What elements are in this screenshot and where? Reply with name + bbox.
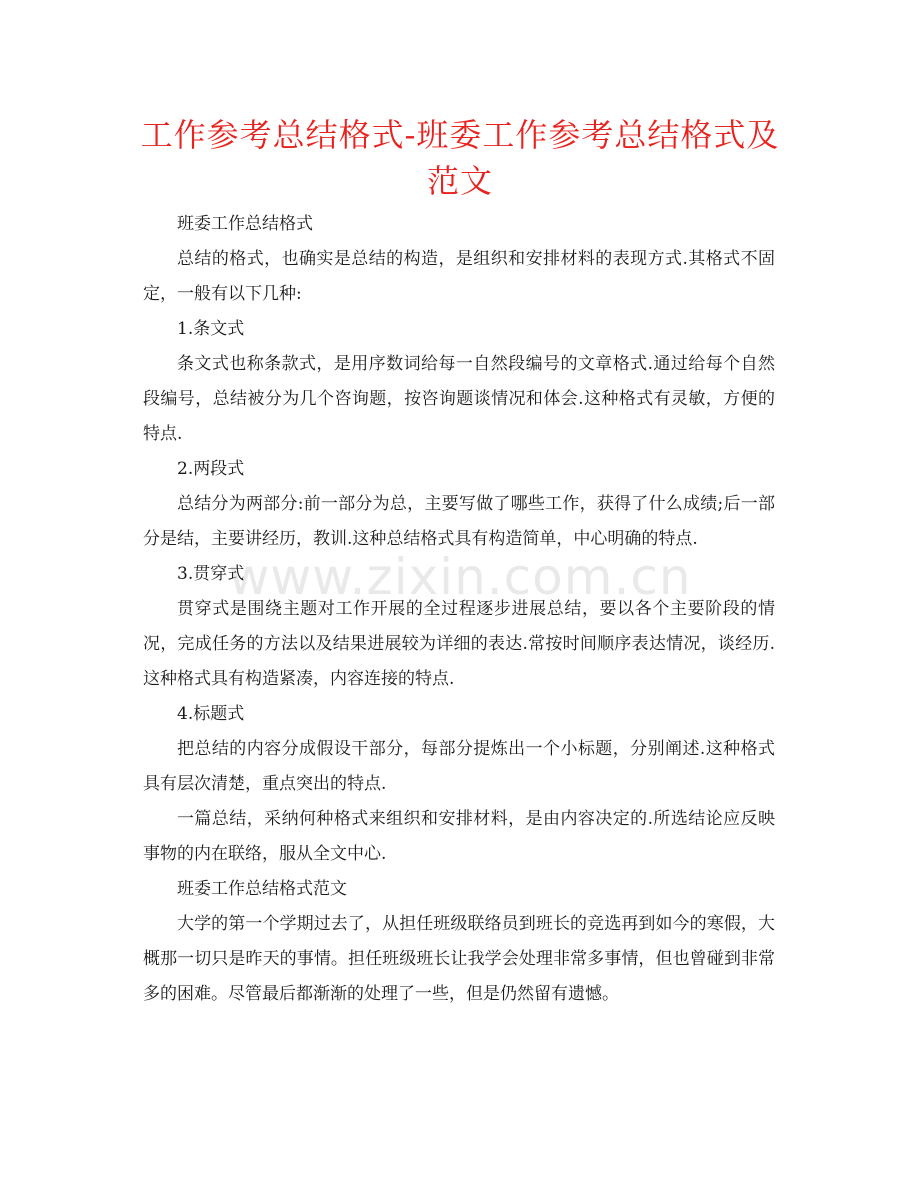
list-heading: 3.贯穿式 xyxy=(177,564,245,584)
paragraph: 把总结的内容分成假设干部分，每部分提炼出一个小标题，分别阐述.这种格式具有层次清楚，重点突出的特点. xyxy=(143,739,775,794)
document-body xyxy=(143,207,775,1012)
list-heading: 2.两段式 xyxy=(177,459,245,479)
list-heading: 4.标题式 xyxy=(177,704,245,724)
paragraph: 总结分为两部分:前一部分为总，主要写做了哪些工作，获得了什么成绩;后一部分是结，主要讲经历，教训.这种总结格式具有构造简单，中心明确的特点. xyxy=(143,494,775,549)
paragraph: 条文式也称条款式，是用序数词给每一自然段编号的文章格式.通过给每个自然段编号，总结被分为几个咨询题，按咨询题谈情况和体会.这种格式有灵敏，方便的特点. xyxy=(143,354,775,444)
list-heading: 1.条文式 xyxy=(177,319,245,339)
section-heading: 班委工作总结格式范文 xyxy=(177,879,347,899)
paragraph: 贯穿式是围绕主题对工作开展的全过程逐步进展总结，要以各个主要阶段的情况，完成任务的方法以及结果进展较为详细的表达.常按时间顺序表达情况，谈经历.这种格式具有构造紧凑，内容连接的特点. xyxy=(143,599,775,689)
paragraph: 大学的第一个学期过去了，从担任班级联络员到班长的竞选再到如今的寒假，大概那一切只是昨天的事情。担任班级班长让我学会处理非常多事情，但也曾碰到非常多的困难。尽管最后都渐渐的处理了一些，但是仍然留有遗憾。 xyxy=(143,914,775,1004)
paragraph: 总结的格式，也确实是总结的构造，是组织和安排材料的表现方式.其格式不固定，一般有以下几种: xyxy=(143,249,775,304)
section-heading: 班委工作总结格式 xyxy=(177,214,313,234)
document-title: 工作参考总结格式-班委工作参考总结格式及范文 xyxy=(140,116,780,200)
paragraph: 一篇总结，采纳何种格式来组织和安排材料，是由内容决定的.所选结论应反映事物的内在联络，服从全文中心. xyxy=(143,809,775,864)
watermark: www.zixin.com.cn xyxy=(228,548,692,606)
